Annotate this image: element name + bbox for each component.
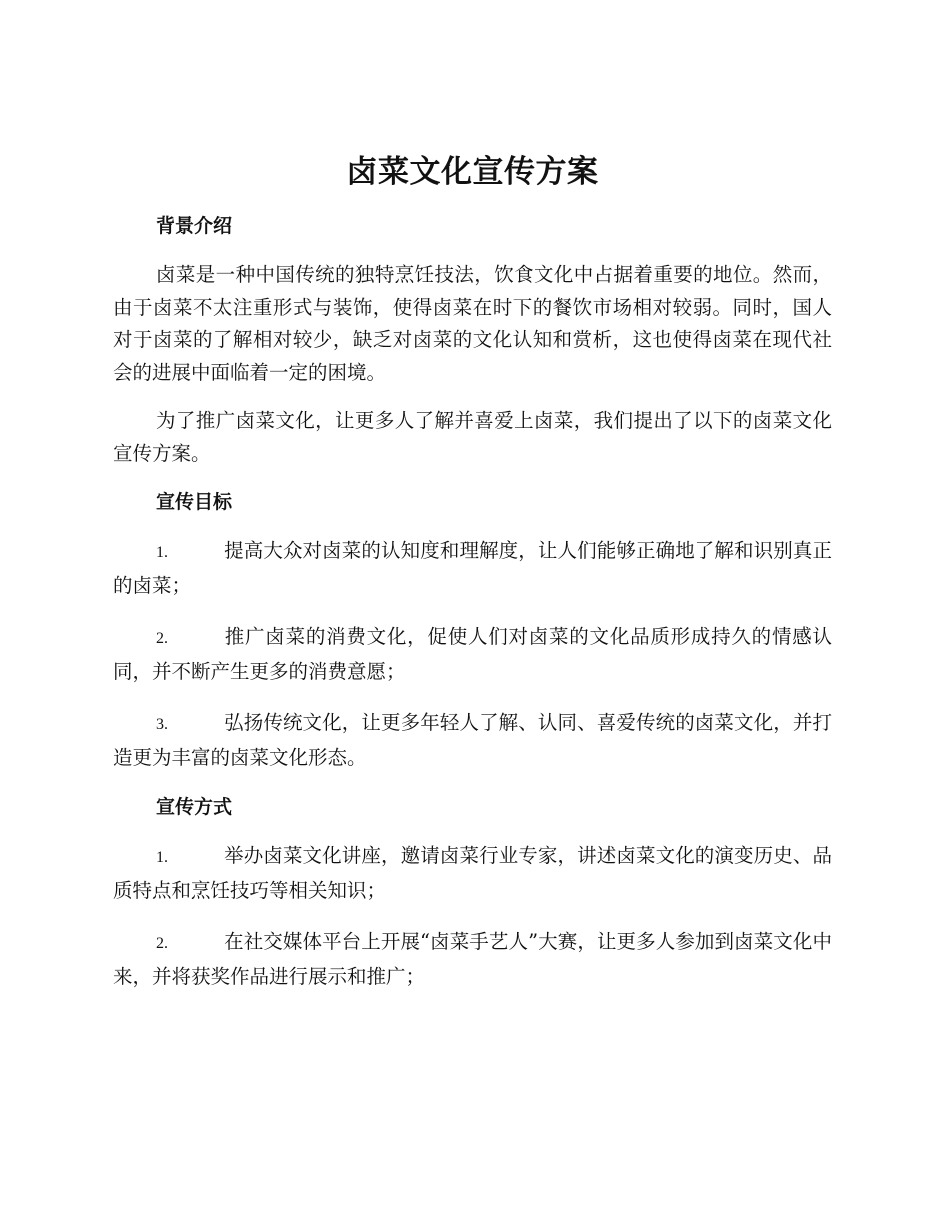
section-heading: 宣传方式 — [156, 796, 233, 818]
list-item-number: 2. — [156, 630, 168, 647]
list-item — [113, 535, 832, 602]
document-title: 卤菜文化宣传方案 — [346, 154, 599, 190]
paragraph: 卤菜是一种中国传统的独特烹饪技法，饮食文化中占据着重要的地位。然而，由于卤菜不太注重形式与装饰，使得卤菜在时下的餐饮市场相对较弱。同时，国人对于卤菜的了解相对较少，缺乏对卤菜的文化认知和赏析，这也使得卤菜在现代社会的进展中面临着一定的困境。 — [113, 263, 832, 384]
list-item-text: 弘扬传统文化，让更多年轻人了解、认同、喜爱传统的卤菜文化，并打造更为丰富的卤菜文化形态。 — [113, 711, 832, 769]
list-item — [113, 926, 832, 993]
list-item-text: 提高大众对卤菜的认知度和理解度，让人们能够正确地了解和识别真正的卤菜； — [113, 539, 832, 597]
section-heading: 宣传目标 — [156, 491, 233, 513]
list-item-text: 举办卤菜文化讲座，邀请卤菜行业专家，讲述卤菜文化的演变历史、品质特点和烹饪技巧等相关知识； — [113, 844, 832, 902]
list-item-text: 推广卤菜的消费文化，促使人们对卤菜的文化品质形成持久的情感认同，并不断产生更多的消费意愿； — [113, 625, 832, 683]
list-item-number: 1. — [156, 544, 168, 561]
list-item — [113, 707, 832, 774]
list-item-text: 在社交媒体平台上开展“卤菜手艺人”大赛，让更多人参加到卤菜文化中来，并将获奖作品进行展示和推广； — [113, 930, 832, 988]
list-item-number: 2. — [156, 935, 168, 952]
section-goals — [113, 488, 832, 774]
list-item-number: 1. — [156, 849, 168, 866]
section-methods — [113, 793, 832, 993]
list-item-number: 3. — [156, 716, 168, 733]
section-heading: 背景介绍 — [156, 215, 233, 237]
section-background — [113, 212, 832, 470]
list-item — [113, 621, 832, 688]
paragraph: 为了推广卤菜文化，让更多人了解并喜爱上卤菜，我们提出了以下的卤菜文化宣传方案。 — [113, 409, 832, 465]
list-item — [113, 840, 832, 907]
